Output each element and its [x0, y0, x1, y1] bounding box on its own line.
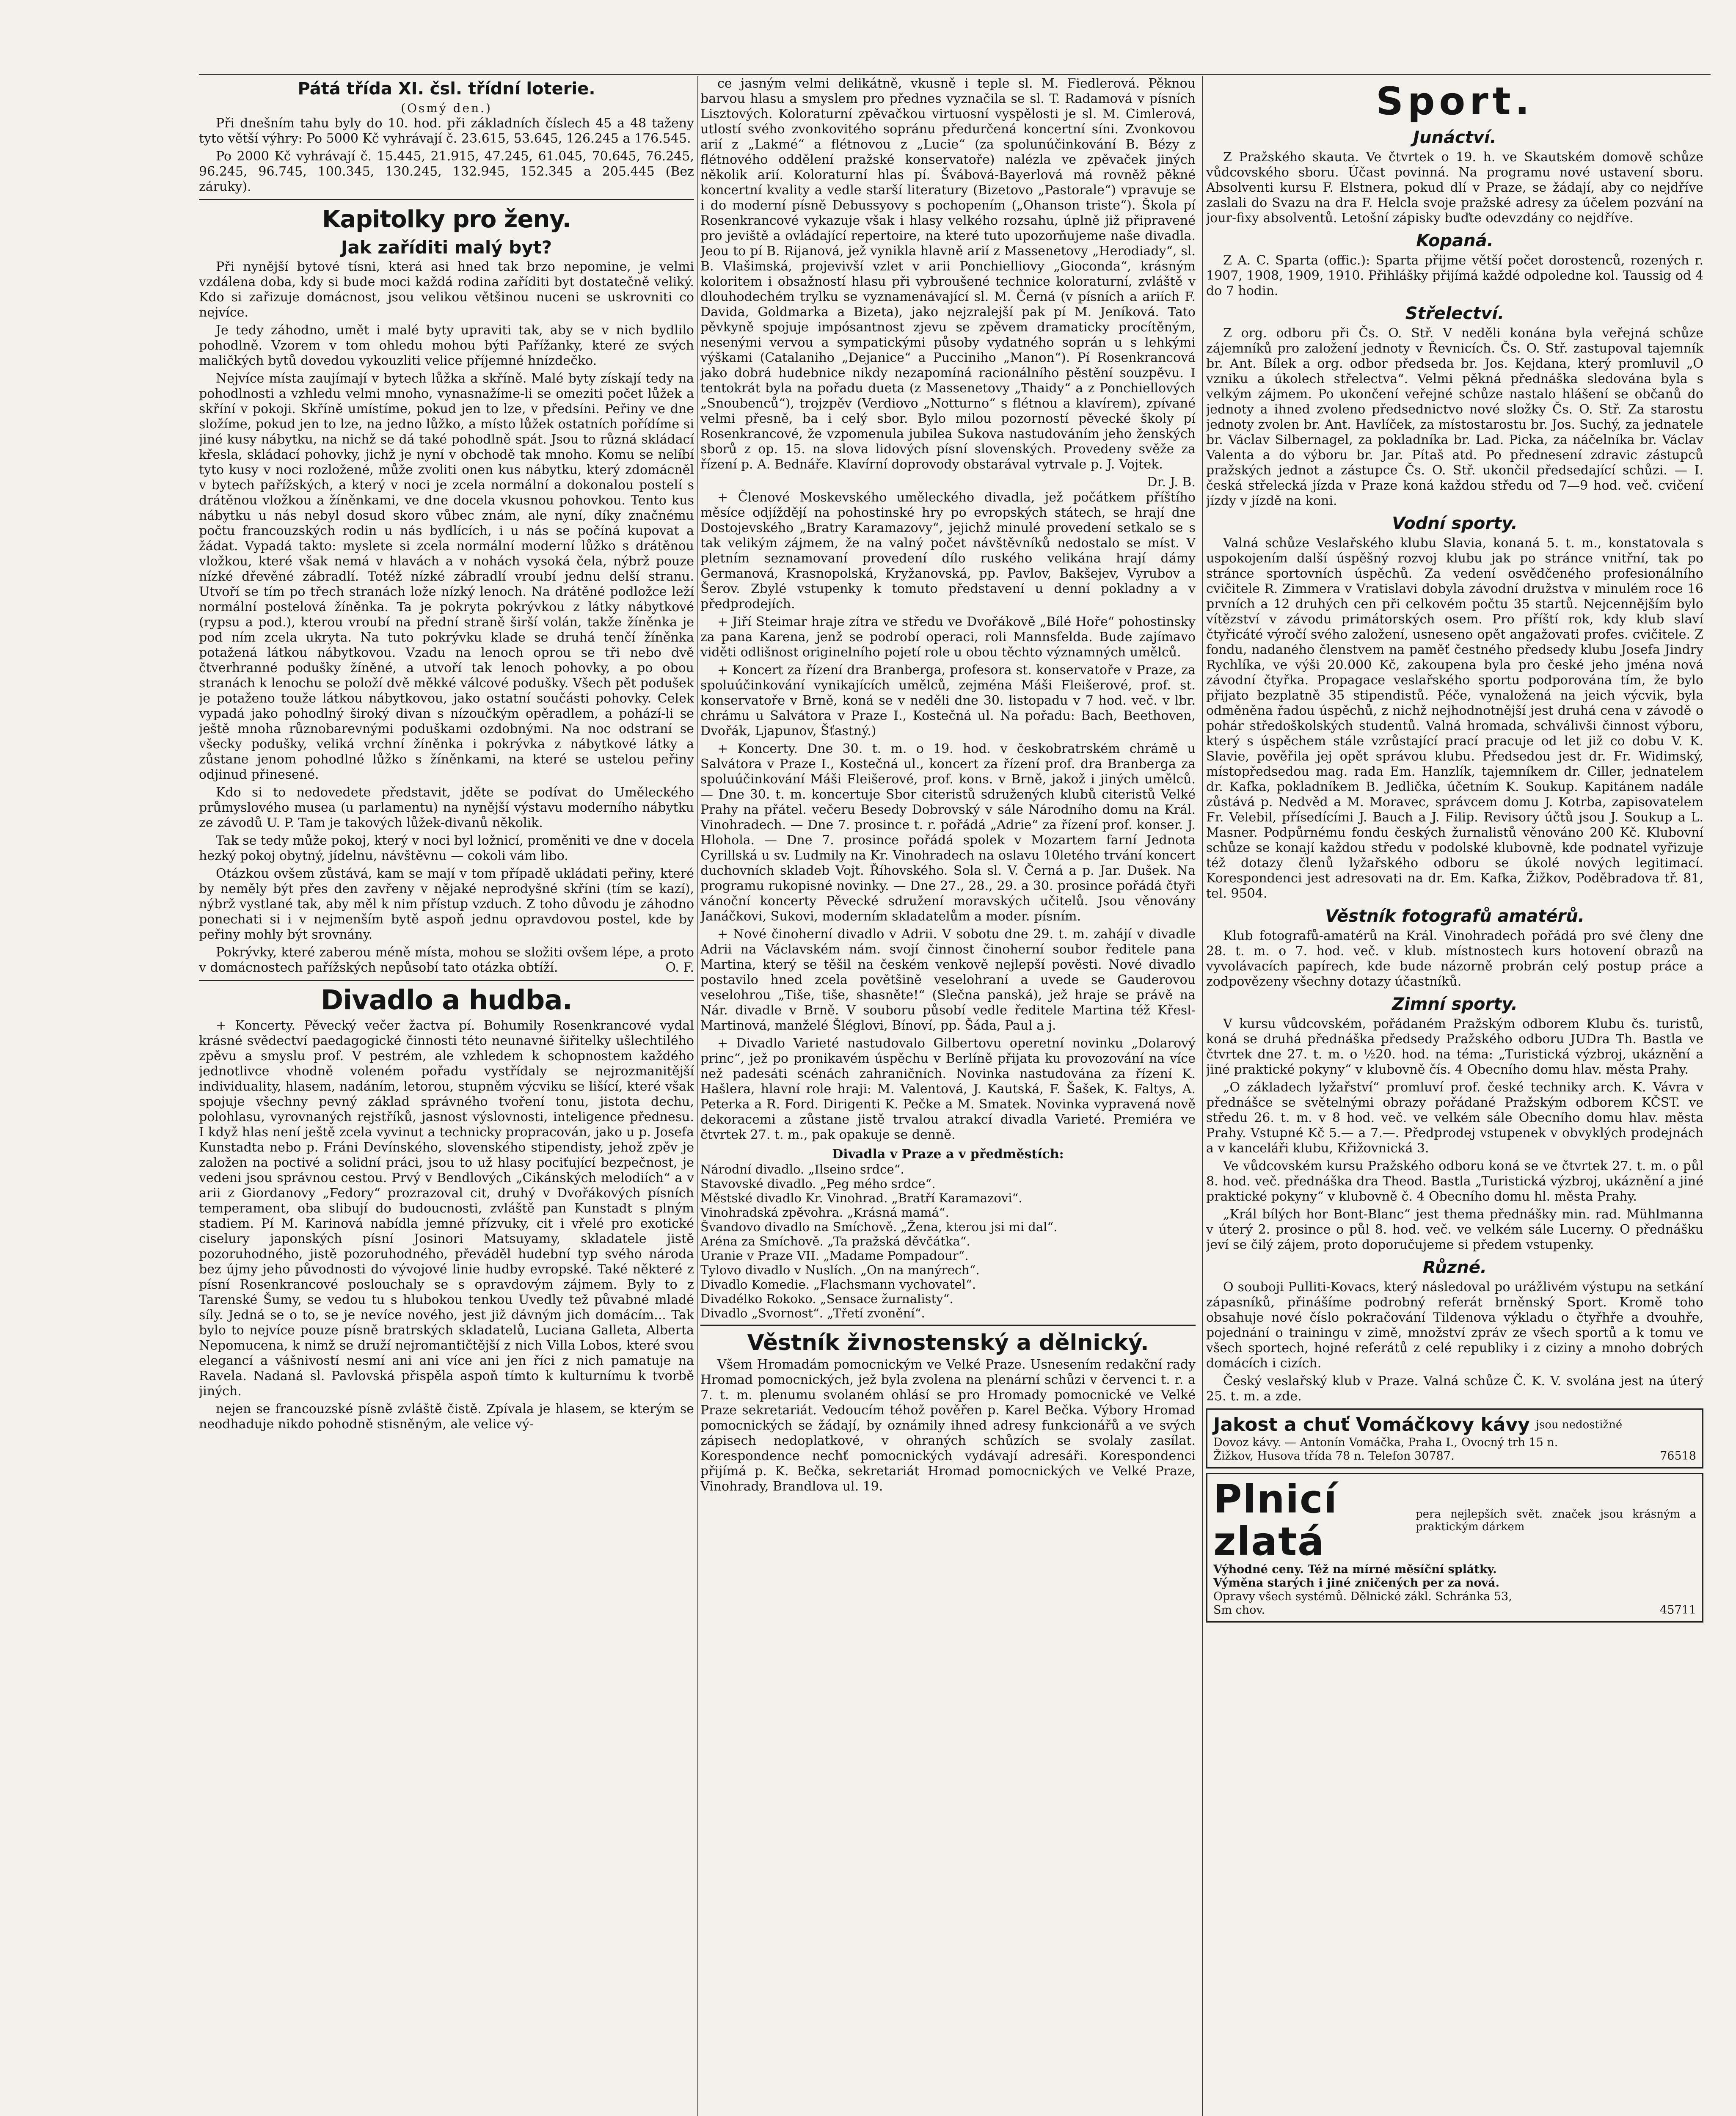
coffee-ad-address: Dovoz kávy. — Antonín Vomáčka, Praha I., Ovocný trh 15 n. [1213, 1436, 1558, 1449]
article-paragraph: V kursu vůdcovském, pořádaném Pražským odborem Klubu čs. turistů, koná se druhá přednáška předsedy Pražského odboru JUDra Th. Bastla ve čtvrtek dne 27. t. m. o ½20. hod. na téma: „Turistická výzbroj, ukáznění a jiné praktické pokyny“ v klubovně čís. 4 Obecního domu hlav. města Prahy. [1206, 1017, 1703, 1077]
section-divider [199, 980, 694, 981]
column-right [1206, 76, 1703, 2116]
coffee-ad-code: 76518 [1660, 1449, 1696, 1463]
pen-ad-line: Výhodné ceny. Též na mírné měsíční splátky. [1213, 1563, 1497, 1576]
subsection-title-junior: Junáctví. [1413, 128, 1496, 147]
subsection-title-winter: Zimní sporty. [1392, 995, 1518, 1014]
pen-ad-line: Výměna starých i jiné zničených per za nová. [1213, 1576, 1500, 1590]
article-paragraph: Z org. odboru při Čs. O. Stř. V neděli konána byla veřejná schůze zájemníků pro založení jednoty v Řevnicích. Čs. O. Stř. zastupoval tajemník br. Ant. Bílek a org. odbor předseda br. Jos. Kejdana, který promluvil „O vzniku a úkolech střelectva“. Velmi pěkná přednáška sledována byla s velkým zájmem. Po ukončení veřejné schůze nastalo hlášení se občanů do jednoty a ihned zvoleno předsednictvo nové složky Čs. O. Stř. Za starostu jednoty zvolen br. Ant. Havlíček, za místostarostu br. Jos. Suchý, za jednatele br. Václav Silbernagel, za pokladníka br. Lad. Picka, za náčelníka br. Václav Valenta a do výboru br. Jar. Pítaš atd. Po přednesení zdravic zástupců pražských jednot a zástupce Čs. O. Stř. ukončil předsedající schůzi. — I. česká střelecká jízda v Praze koná každou středu od 7—9 hod. več. cvičení jízdy v jízdě na koni. [1206, 326, 1703, 508]
article-paragraph: + Koncert za řízení dra Branberga, profesora st. konservatoře v Praze, za spoluúčinkování vynikajících umělců, zejména Máši Fleišerové, prof. st. konservatoře v Brně, koná se v neděli dne 30. listopadu v 7 hod. več. v lbr. chrámu u Salvátora v Praze I., Kostečná ul. Na pořadu: Bach, Beethoven, Dvořák, Ljapunov, Šťastný.) [700, 663, 1196, 738]
section-divider [700, 1325, 1196, 1326]
article-paragraph: Klub fotografů-amatérů na Král. Vinohradech pořádá pro své členy dne 28. t. m. o 7. hod. več. v klub. místnostech kurs hotovení obrazů na vyvolávacích papírech, kde bude názorně probrán celý postup práce a zodpovězeny všechny dotazy účastníků. [1206, 929, 1703, 989]
article-paragraph: + Divadlo Varieté nastudovalo Gilbertovu operetní novinku „Dolarový princ“, jež po pronikavém úspěchu v Berlíně přijata ku provozování na více než padesáti scénách zahraničních. Novinka nastudována za řízení K. Hašlera, hlavní role hraji: M. Valentová, J. Kautská, F. Šašek, K. Faltys, A. Peterka a R. Ford. Dirigenti K. Pečke a M. Smatek. Novinka vypravená nově dekoracemi a zůstane jistě trvalou atrakcí divadla Varieté. Premiéra ve čtvrtek 27. t. m., pak opakuje se denně. [700, 1036, 1196, 1142]
pen-ad-title: Plnicí zlatá [1213, 1477, 1338, 1564]
lottery-paragraph: Při dnešním tahu byly do 10. hod. při základních číslech 45 a 48 taženy tyto větší výhry: Po 5000 Kč vyhrávají č. 23.615, 53.645, 126.245 a 176.545. [199, 116, 694, 146]
program-item: Národní divadlo. „Ilseino srdce“. [700, 1162, 904, 1176]
trade-section-title: Věstník živnostenský a dělnický. [747, 1330, 1149, 1356]
women-article-subtitle: Jak zaříditi malý byt? [341, 237, 552, 258]
coffee-advertisement [1206, 1408, 1703, 1469]
article-paragraph: ce jasným velmi delikátně, vkusně i teple sl. M. Fiedlerová. Pěknou barvou hlasu a smyslem pro přednes vyznačila se sl. T. Radamová v písních Lisztových. Koloraturní zpěvačkou virtuosní vyspělosti je sl. M. Cimlerová, utlostí svého zvonkovitého sopránu předurčená koncertní síni. Zvonkovou arií z „Lakmé“ a flétnovou z „Lucie“ (za spolunúčinkování B. Bézy z flétnového oddělení pražské konservatoře) nalézla ve zpěvaček jiných několik arií. Koloraturní hlas pí. Švábová-Bayerlová má rovněž pěkné koncertní kvality a vedle starší literatury (Bizetovo „Pastorale“) vpravuje se i do moderní písně Debussyovy s pochopením („Ohanson triste“). Škola pí Rosenkrancové vykazuje však i hlasy velkého rozsahu, úplně již připravené pro jeviště a ovládající repertoire, na které tuto upozorňujeme naše divadla. Jeou to pí B. Rijanová, jež vynikla hlavně arií z Massenetovy „Herodiady“, sl. B. Vlašimská, projevivší vzlet v arii Ponchielliovy „Gioconda“, krásným koloritem i obsažností hlasu při vybroušené technice koloraturní, zvláště v dlouhodechém trylku se vyznamenávající sl. M. Černá (v písních a ariích F. Davida, Goldmarka a Bizeta), jako nejzralejší pak pí M. Jeníková. Tato pěvkyně spojuje impósantnost zjevu se zpěvem dramaticky procítěným, nesenými vervou a sympatickými působy vydatného soprán u s lehkými výškami (Catalaniho „Dejanice“ a Pucciniho „Manon“). Pí Rosenkrancová jako dobrá hudebnice nikdy nezapomíná racionálního pěstění souzpěvu. I tentokrát byla na pořadu dueta (z Massenetovy „Thaidy“ a z Ponchiellových „Snoubenců“), trojzpěv (Verdiovo „Notturno“ s flétnou a klavírem), zpívané velmi přesně, ba i celý sbor. Bylo milou pozorností pěvecké školy pí Rosenkrancové, že vzpomenula jubilea Sukova nastudováním jeho ženských sborů z op. 15. na slova lidových písní slovenských. Provedeny svěže za řízení p. A. Bednáře. Klavírní doprovody obstarával vytrvale p. J. Vojtek. [700, 76, 1196, 472]
program-item: Stavovské divadlo. „Peg mého srdce“. [700, 1176, 936, 1191]
coffee-ad-side: jsou nedostižné [1535, 1419, 1623, 1431]
lottery-title: Pátá třída XI. čsl. třídní loterie. [298, 79, 595, 99]
subsection-title-misc: Různé. [1422, 1258, 1487, 1277]
article-paragraph: Všem Hromadám pomocnickým ve Velké Praze. Usnesením redakční rady Hromad pomocnických, jež byla zvolena na plenární schůzi v červenci t. r. a 7. t. m. plenumu svolaném ohlásí se pro Hromady pomocnické ve Velké Praze sekretariát. Vedoucím téhož pověřen p. Karel Bečka. Výbory Hromad pomocnických se žádají, by oznámily ihned adresy funkcionářů a ve svých zápisech nedoplatkové, v ohraných schůzích se svolaly zasílat. Korespondence nechť pomocnických vydávají adresáři. Korespondenci přijímá p. K. Bečka, sekretariát Hromad pomocnických ve Velké Praze, Vinohrady, Brandlova ul. 19. [700, 1357, 1196, 1494]
program-item: Uranie v Praze VII. „Madame Pompadour“. [700, 1248, 969, 1263]
article-paragraph [199, 945, 694, 975]
article-paragraph: + Jiří Steimar hraje zítra ve středu ve Dvořákově „Bílé Hoře“ pohostinsky za pana Karena, jenž se podrobí operaci, roli Mannsfelda. Bude zajímavo viděti odlišnost originelního pojetí role u obou těchto významných umělců. [700, 614, 1196, 660]
pen-ad-line: Sm chov. [1213, 1604, 1265, 1617]
article-paragraph: Tak se tedy může pokoj, který v noci byl ložnicí, proměniti ve dne v docela hezký pokoj obytný, jídelnu, návštěvnu — cokoli vám libo. [199, 833, 694, 863]
theatre-program-list [700, 1162, 1196, 1320]
article-paragraph: Je tedy záhodno, umět i malé byty upraviti tak, aby se v nich bydlilo pohodlně. Vzorem v tom ohledu mohou býti Pařížanky, které ze svých maličkých bytů dovedou vykouzliti velice příjemné hnízdečko. [199, 323, 694, 368]
article-paragraph: Valná schůze Veslařského klubu Slavia, konaná 5. t. m., konstatovala s uspokojením další úspěšný rozvoj klubu jak po stránce vnitřní, tak po stránce sportovních úspěchů. Za vedení osvědčeného profesionálního cvičitele R. Zimmera v Vratislavi dobyla závodní družstva v minulém roce 16 prvních a 12 druhých cen při celkovém počtu 35 startů. Nejcennějším bylo vítězství v závodu primátorských osem. Pro příští rok, kdy klub slaví čtyřicáté výročí svého založení, usneseno opět angažovati profes. cvičitele. Z fondu, nadaného členstvem na paměť čestného předsedy klubu Josefa Jindry Rychlíka, ve výši 20.000 Kč, zakoupena byla pro české jeho jména nová závodní čtyřka. Propagace veslařského sportu podporována tím, že bylo přijato bezplatně 35 stipendistů. Péče, vynaložená na jeich výcvik, byla odměněna řadou úspěchů, z nichž nejhodnotnější jest druhá cena v závodě o pohár středoškolských studentů. Valná hromada, schválivši činnost výboru, který s úspěchem stále vzrůstající prací pracuje od let již co dobu V. K. Slavie, pověřila jej opět správou klubu. Předsedou jest dr. Fr. Widimský, místopředsedou mag. rada Em. Hanzlík, tajemníkem dr. Ciller, jednatelem dr. Kafka, pokladníkem B. Jedlička, účetním K. Soukup. Kapitánem nadále zůstává p. Nedvěd a M. Moravec, správcem domu J. Kotrba, zapisovatelem Fr. Velebil, přísedícími J. Bauch a J. Filip. Revisory účtů jsou J. Soukup a L. Masner. Podpůrnému fondu českých žurnalistů věnováno 200 Kč. Klubovní schůze se konají každou středu v podolské klubovně, kde podnatel vyřizuje též dotazy členů lyžařského odboru se úkolé nových legitimací. Korespondenci jest adresovati na dr. Em. Kafka, Žižkov, Poděbradova tř. 81, tel. 9504. [1206, 536, 1703, 901]
program-item: Divadlo Komedie. „Flachsmann vychovatel“. [700, 1277, 976, 1292]
pen-ad-footer [1213, 1604, 1696, 1617]
theatre-program-title: Divadla v Praze a v předměstích: [832, 1147, 1064, 1162]
subsection-title-photo: Věstník fotografů amatérů. [1325, 906, 1584, 926]
column-left [199, 76, 694, 2116]
article-paragraph: „Král bílých hor Bont-Blanc“ jest thema přednášky min. rad. Mühlmanna v úterý 2. prosince o půl 8. hod. več. ve velkém sále Lucerny. O přednášku jeví se čilý zájem, proto doporučujeme si předem vstupenky. [1206, 1207, 1703, 1252]
article-paragraph: Otázkou ovšem zůstává, kam se mají v tom případě ukládati peřiny, které by neměly být přes den zavřeny v nějaké neprodyšné skříni (tím se kazí), nýbrž vystlané tak, aby měl k nim přístup vzduch. Z toho důvodu je záhodno ponechati si i v nejmenším bytě aspoň jednu opravdovou postel, kde by peřiny mohly být srovnány. [199, 866, 694, 942]
section-divider [199, 199, 694, 200]
column-rule-2 [1202, 76, 1203, 2116]
coffee-ad-address2: Žižkov, Husova třída 78 n. Telefon 30787. [1213, 1449, 1455, 1463]
lottery-day: (Osmý den.) [401, 101, 492, 115]
article-paragraph: nejen se francouzské písně zvláště čistě. Zpívala je hlasem, se kterým se neodhaduje nikdo pohodně stisněným, ale velice vý- [199, 1402, 694, 1432]
article-paragraph: + Koncerty. Dne 30. t. m. o 19. hod. v českobratrském chrámě u Salvátora v Praze I., Kostečná ul., koncert za řízení prof. dra Branberga za spoluúčinkování Máši Fleišerové, prof. kons. v Brně, jakož i jiných umělců. — Dne 30. t. m. koncertuje Sbor citeristů sdružených klubů citeristů Velké Prahy na přátel. večeru Besedy Dobrovský v sále Národního domu na Král. Vinohradech. — Dne 7. prosince t. r. pořádá „Adrie“ za řízení prof. konser. J. Hlohola. — Dne 7. prosince pořádá spolek v Mozartem farní Jednota Cyrillská u sv. Ludmily na Kr. Vinohradech na oslavu 10letého trvání koncert duchovních skladeb Vojt. Říhovského. Sola sl. V. Černá a p. Jar. Dušek. Na programu rukopisné novinky. — Dne 27., 28., 29. a 30. prosince pořádá čtyři vánoční koncerty Pěvecké sdružení moravských učitelů. Jsou věnovány Janáčkovi, Sukovi, moderním skladatelům a moder. písním. [700, 741, 1196, 924]
pen-ad-code: 45711 [1660, 1604, 1696, 1617]
article-paragraph: Český veslařský klub v Praze. Valná schůze Č. K. V. svolána jest na úterý 25. t. m. a zde. [1206, 1374, 1703, 1404]
program-item: Divadélko Rokoko. „Sensace žurnalisty“. [700, 1292, 953, 1306]
program-item: Městské divadlo Kr. Vinohrad. „Bratří Karamazovi“. [700, 1191, 1022, 1205]
article-paragraph: Z A. C. Sparta (offic.): Sparta přijme větší počet dorostenců, rozených r. 1907, 1908, 1909, 1910. Přihlášky přijímá každé odpoledne kol. Taussig od 4 do 7 hodin. [1206, 253, 1703, 298]
program-item: Aréna za Smíchově. „Ta pražská děvčátka“. [700, 1234, 970, 1248]
article-signature: O. F. [665, 960, 694, 975]
women-section-title: Kapitolky pro ženy. [322, 206, 571, 233]
pen-ad-side: pera nejlepších svět. značek jsou krásným a praktickým dárkem [1416, 1508, 1696, 1533]
column-middle [700, 76, 1196, 2116]
pen-advertisement [1206, 1473, 1703, 1623]
article-paragraph: + Členové Moskevského uměleckého divadla, jež počátkem příštího měsíce odjíždějí na pohostinské hry po evropských státech, se hrají dne Dostojevského „Bratry Karamazovy“, jejichž minulé provedení setkalo se s tak velikým zájmem, že na valný počet návštěvníků nedostalo se míst. V pletním seznamovaní provedení dílo ruského velikána hrají dámy Germanová, Krasnopolská, Kryžanovská, pp. Pavlov, Bakšejev, Vyrubov a Šerov. Zbylé vstupenky k tomuto představení u denní pokladny a v předprodejích. [700, 490, 1196, 612]
subsection-title-water: Vodní sporty. [1392, 514, 1518, 533]
pen-ad-header [1213, 1478, 1696, 1563]
coffee-ad-footer [1213, 1449, 1696, 1463]
top-rule [199, 74, 1711, 75]
subsection-title-shooting: Střelectví. [1405, 304, 1505, 323]
program-item: Tylovo divadlo v Nuslích. „On na manýrech“. [700, 1263, 980, 1277]
article-signature: Dr. J. B. [1147, 475, 1196, 490]
subsection-title-football: Kopaná. [1416, 231, 1494, 251]
article-paragraph: + Nové činoherní divadlo v Adrii. V sobotu dne 29. t. m. zahájí v divadle Adrii na Václavském nám. svojí činnost činoherní soubor ředitele pana Martina, který se těšil na českém venkově nejlepší pověsti. Nové divadlo postavilo hned zcela povětšině veselohraní a uvede se Gauderovou veselohrou „Tiše, tiše, shasněte!“ (Slečna panská), jež hraje se právě na Nár. divadle v Brně. V souboru působí vedle ředitele Martina též Křesl-Martinová, manželé Šléglovi, Bínoví, pp. Šáda, Paul a j. [700, 927, 1196, 1033]
article-paragraph: + Koncerty. Pěvecký večer žactva pí. Bohumily Rosenkrancové vydal krásné svědectví paedagogické činnosti této neunavné šiřitelky ušlechtilého zpěvu a smyslu prof. V pestrém, ale vzhledem k schopnostem každého jednotlivce vhodně voleném pořadu vystřídaly se nejrozmanitější individuality, hlasem, nadáním, letorou, stupněm výcviku se lišící, které však spojuje všechny pevný základ správného tvoření tonu, jistota dechu, polohlasu, vyrovnaných rejstříků, jasnost výslovnosti, inteligence přednesu. I když hlas není ještě zcela vyvinut a technicky propracován, jako u p. Josefa Kunstadta nebo p. Fráni Devínského, slovenského stipendisty, jehož zpěv je založen na poctivé a solidní práci, jsou to už hlasy pociťující bezpečnost, je vedeni jsou správnou cestou. Prvý v Bendlových „Cikánských melodiích“ a v arii z Giordanovy „Fedory“ prozrazoval cit, druhý v Dvořákových písních temperament, oba slibují do budoucnosti, zvláště pan Kunstadt s plným stadiem. Pí M. Karinová nabídla jemné přízvuky, cit i vřelé pro exotické ciselury japonských písní Josinori Matsuyamy, skladatele jistě pozoruhodného, jistě pozoruhodného, převáděl hudební typ svého národa bez újmy jeho původnosti do vývojové linie hudby evropské. Také některé z písní Rosenkrancové poslouchaly se s opravdovým zájmem. Byly to z Tarenské Šumy, se vedou tu s hlubokou tenkou Uvedly tež půvabné mladé síly. Jedná se o to, se je nevíce nového, jest již dávným jich domácím... Tak bylo to nejvíce pouze písně bratrských skladatelů, Luciana Galleta, Alberta Nepomucena, k nimž se druží nejromantičtější z nich Villa Lobos, které svou elegancí a vášnivostí nesmí ani ani více ani jen říci z nich pamatuje na Ravela. Nadaná sl. Pavlovská přispěla aspoň tímto k kulturnímu k tvorbě jiných. [199, 1018, 694, 1399]
article-paragraph: O souboji Pulliti-Kovacs, který následoval po urážlivém výstupu na setkání zápasníků, přinášíme podrobný referát brněnský Sport. Kromě toho obsahuje nové číslo pokračování Tildenova výkladu o čtyřhře a dvouhře, pojednání o trainingu v zimě, množství zpráv ze všech sportů a k tomu ve všech sportech, hojné referátů z celé republiky i z ciziny a mnoho dobrých domácích i cizích. [1206, 1280, 1703, 1371]
article-paragraph: Kdo si to nedovedete představit, jděte se podívat do Uměleckého průmyslového musea (u parlamentu) na nynější výstavu moderního nábytku ze závodů U. P. Tam je takových lůžek-divanů několik. [199, 785, 694, 830]
article-paragraph: Nejvíce místa zaujímají v bytech lůžka a skříně. Malé byty získají tedy na pohodlnosti a vzhledu velmi mnoho, vynasnažíme-li se omeziti počet lůžek a skříní v pokoji. Skříně umístíme, pokud jen to lze, v předsíni. Peřiny ve dne složíme, pokud jen to lze, na jedno lůžko, a místo lůžek ostatních pořídíme si jiné kusy nábytku, na nichž se dá také pohodlně spát. Jsou to různá skládací křesla, skládací pohovky, jichž je nyní v obchodě tak mnoho. Komu se nelíbí tyto kusy v noci rozložené, může zvoliti onen kus nábytku, který zdomácněl v bytech pařížských, a který v noci je zcela normální a dokonalou postelí s drátěnou vložkou a žíněnkami, ve dne docela vkusnou pohovkou. Tento kus nábytku u nás nebyl dosud skoro vůbec znám, ale nyní, díky značnému počtu francouzských rodin u nás bydlících, i u nás se počíná kupovat a žádat. Vypadá takto: myslete si zcela normální moderní lůžko s drátěnou vložkou, které však nemá v hlavách a v nohách vysoká čela, nýbrž pouze nízké dřevěné zábradlí. Totéž nízké zábradlí vroubí jednu delší stranu. Utvoří se tím po třech stranách lože nízký lenoch. Na drátěné podložce leží normální postelová žíněnka. Ta je pokryta pokrývkou z látky nábytkové (rypsu a pod.), kterou vroubí na přední straně širší volán, takže žíněnka je pod ním zcela ukryta. Na tuto pokrývku klade se druhá tenčí žíněnka potažená látkou nábytkovou. Vzadu na lenoch oprou se tři nebo dvě čtverhranné podušky žíněné, a utvoří tak lenoch pohovky, a po obou stranách k lenochu se položí dvě měkké válcové podušky. Všech pět podušek je potaženo touže látkou nábytkovou, jako ostatní součásti pohovky. Celek vypadá jako pohodlný široký divan s nízoučkým opěradlem, a pohází-li se ještě mnoha různobarevnými poduškami ozdobnými. Na noc odstraní se všecky podušky, veliká vrchní žíněnka i pokrývka z nábytkové látky a zůstane jenom pohodlné lůžko s žíněnkami, na které se ustelou peřiny odjinud přinesené. [199, 371, 694, 782]
pen-ad-line: Opravy všech systémů. Dělnické zákl. Schránka 53, [1213, 1590, 1512, 1603]
lottery-paragraph: Po 2000 Kč vyhrávají č. 15.445, 21.915, 47.245, 61.045, 70.645, 76.245, 96.245, 96.745, 100.345, 130.245, 132.945, 152.345 a 205.445 (Bez záruky). [199, 149, 694, 194]
article-paragraph: „O základech lyžařství“ promluví prof. české techniky arch. K. Vávra v přednášce se světelnými obrazy pořádané Pražským odborem KČST. ve středu 26. t. m. v 8 hod. več. ve velkém sále Obecního domu hlav. města Prahy. Vstupné Kč 5.— a 7.—. Předprodej vstupenek v obvyklých prodejnách a v kanceláři klubu, Křižovnická 3. [1206, 1080, 1703, 1156]
coffee-ad-header [1213, 1414, 1696, 1436]
theatre-section-title: Divadlo a hudba. [321, 985, 572, 1016]
article-paragraph: Při nynější bytové tísni, která asi hned tak brzo nepomine, je velmi vzdálena doba, kdy si bude moci každá rodina zaříditi byt dostatečně veliký. Kdo si zařizuje domácnost, jsou velikou většinou nuceni se uskrovniti co nejvíce. [199, 259, 694, 320]
program-item: Divadlo „Svornost“. „Třetí zvonění“. [700, 1306, 925, 1320]
article-paragraph-text: Pokrývky, které zaberou méně místa, mohou se složiti ovšem lépe, a proto v domácnostech pařížských nepůsobí tato otázka obtíží. [199, 945, 694, 975]
article-paragraph: Z Pražského skauta. Ve čtvrtek o 19. h. ve Skautském domově schůze vůdcovského sboru. Účast povinná. Na programu nové ustavení sboru. Absolventi kursu F. Elstnera, pokud dlí v Praze, se žádají, aby co nejdříve zaslali do Svazu na dra F. Helcla svoje pražské adresy za účelem pozvání na jour-fixy absolventů. Letošní zápisky buďte odevzdány co nejdříve. [1206, 150, 1703, 226]
column-rule-1 [697, 76, 698, 2116]
program-item: Vinohradská zpěvohra. „Krásná mamá“. [700, 1205, 949, 1220]
program-item: Švandovo divadlo na Smíchově. „Žena, kterou jsi mi dal“. [700, 1220, 1058, 1234]
coffee-ad-title: Jakost a chuť Vomáčkovy kávy [1213, 1414, 1530, 1435]
article-paragraph: Ve vůdcovském kursu Pražského odboru koná se ve čtvrtek 27. t. m. o půl 8. hod. več. přednáška dra Theod. Bastla „Turistická výzbroj, ukáznění a jiné praktické pokyny“ v klubovně č. 4 Obecního domu hl. města Prahy. [1206, 1159, 1703, 1204]
sport-section-title: Sport. [1376, 79, 1534, 124]
